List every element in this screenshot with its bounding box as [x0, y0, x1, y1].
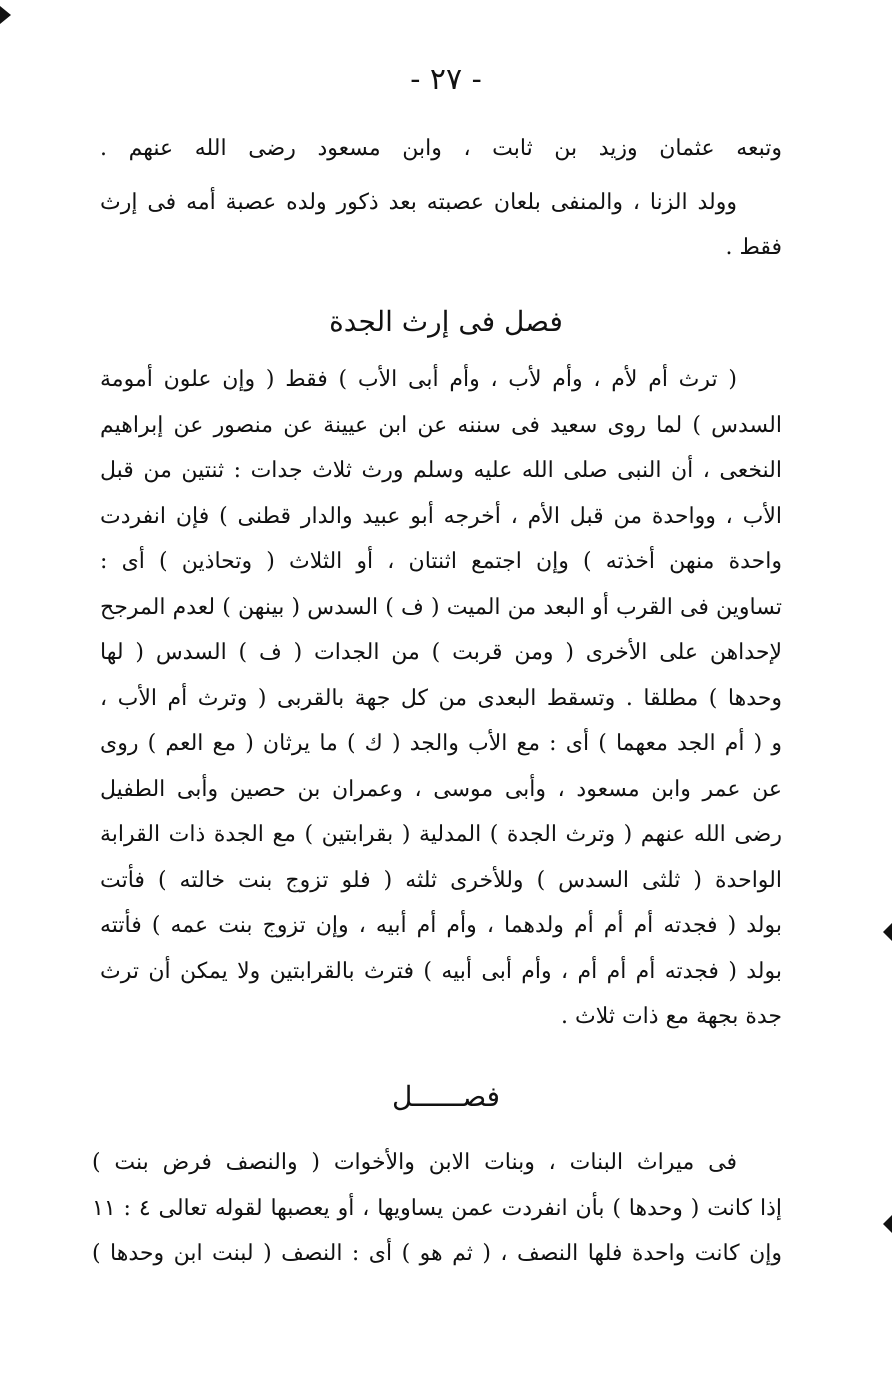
- section-heading-fasl: فصــــــل: [391, 1080, 501, 1113]
- body-line: الأب ، وواحدة من قبل الأم ، أخرجه أبو عبيد والدار قطنى ) فإن انفردت: [100, 503, 782, 529]
- body-line: ( ترث أم لأم ، وأم لأب ، وأم أبى الأب ) فقط ( وإن علون أمومة: [100, 367, 737, 392]
- body-line: واحدة منهن أخذته ) وإن اجتمع اثنتان ، أو الثلاث ( وتحاذين ) أى :: [100, 549, 782, 574]
- body-line: بولد ( فجدته أم أم أم ولدهما ، وأم أم أبيه ، وإن تزوج بنت عمه ) فأتته: [100, 913, 782, 938]
- margin-mark-right-bottom: [883, 1215, 892, 1233]
- body-line: عن عمر وابن مسعود ، وأبى موسى ، وعمران بن حصين وأبى الطفيل: [100, 776, 782, 802]
- body-line: النخعى ، أن النبى صلى الله عليه وسلم ورث ثلاث جدات : ثنتين من قبل: [100, 458, 782, 483]
- intro-line: وولد الزنا ، والمنفى بلعان عصبته بعد ذكور ولده عصبة أمه فى إرث: [100, 189, 737, 215]
- body-line: و ( أم الجد معهما ) أى : مع الأب والجد ( ك ) ما يرثان ( مع العم ) روى: [100, 731, 782, 756]
- body-line: وإن كانت واحدة فلها النصف ، ( ثم هو ) أى : النصف ( لبنت ابن وحدها ): [92, 1241, 782, 1266]
- page-number: - ٢٧ -: [410, 62, 482, 97]
- section1-body: [100, 357, 782, 1040]
- intro-line: وتبعه عثمان وزيد بن ثابت ، وابن مسعود رضى الله عنهم .: [100, 136, 782, 161]
- body-line: جدة بجهة مع ذات ثلاث .: [561, 1004, 782, 1029]
- intro-paragraphs: [100, 126, 782, 271]
- body-line: لإحداهن على الأخرى ( ومن قربت ) من الجدات ( ف ) السدس ( لها: [100, 640, 782, 665]
- body-line: السدس ) لما روى سعيد فى سننه عن ابن عيينة عن منصور عن إبراهيم: [100, 412, 782, 438]
- body-line: تساوين فى القرب أو البعد من الميت ( ف ) السدس ( بينهن ) لعدم المرجح: [100, 594, 782, 620]
- body-line: وحدها ) مطلقا . وتسقط البعدى من كل جهة بالقربى ( وترث أم الأب ،: [100, 685, 782, 711]
- body-line: بولد ( فجدته أم أم أم ، وأم أبى أبيه ) فترث بالقرابتين ولا يمكن أن ترث: [100, 958, 782, 984]
- body-line: إذا كانت ( وحدها ) بأن انفردت عمن يساويها ، أو يعصبها لقوله تعالى ٤ : ١١: [92, 1195, 782, 1221]
- section2-body: [92, 1140, 782, 1277]
- margin-mark-right-middle: [883, 923, 892, 941]
- margin-mark-top-left: [0, 6, 11, 24]
- body-line: فى ميراث البنات ، وبنات الابن والأخوات ( والنصف فرض بنت ): [92, 1150, 737, 1175]
- body-line: رضى الله عنهم ( وترث الجدة ) المدلية ( بقرابتين ) مع الجدة ذات القرابة: [100, 822, 782, 847]
- intro-line: فقط .: [725, 235, 782, 260]
- body-line: الواحدة ( ثلثى السدس ) وللأخرى ثلثه ( فلو تزوج بنت خالته ) فأتت: [100, 867, 782, 893]
- section-heading-grandmother-inheritance: فصل فى إرث الجدة: [329, 305, 563, 338]
